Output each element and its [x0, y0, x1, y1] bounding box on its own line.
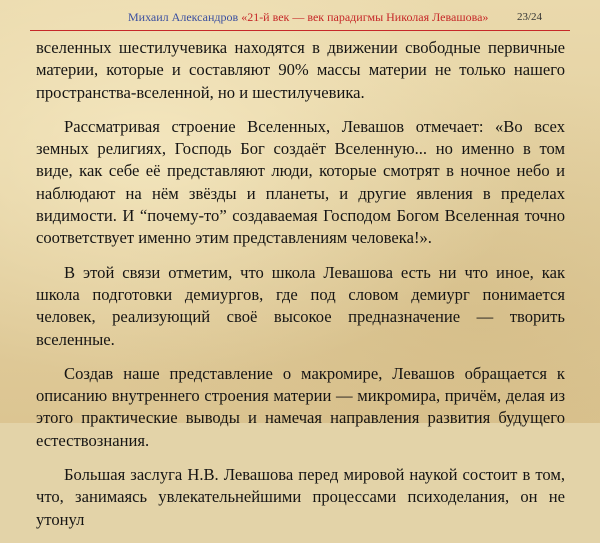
paragraph: Рассматривая строение Вселенных, Левашов отмечает: «Во всех земных религиях, Господь Бог создаёт Вселенную... но именно в том виде, как себе её представляют люди, которые смотрят в ночное небо и наблюдают на нём звёзды и планеты, и другие явления в пределах видимости. И “почему-то” создаваемая Господом Богом Вселенная точно соответствует именно этим представлениям человека!».: [36, 116, 565, 248]
author-name: Михаил Александров: [128, 10, 239, 24]
paragraph: Создав наше представление о макромире, Левашов обращается к описанию внутреннего строения материи — микромира, причём, делая из этого практические выводы и намечая направления развития будущего естествознания.: [36, 363, 565, 450]
running-title: [128, 6, 488, 28]
paragraph: В этой связи отметим, что школа Левашова есть ни что иное, как школа подготовки демиургов, где под словом демиург понимается человек, реализующий своё высокое предназначение — творить вселенные.: [36, 262, 565, 349]
paragraph: Большая заслуга Н.В. Левашова перед мировой наукой состоит в том, что, занимаясь увлекательнейшими процессами психоделания, он не утонул: [36, 465, 565, 529]
page-number: 23/24: [516, 11, 542, 23]
paragraph-continued: вселенных шестилучевика находятся в движении свободные первичные материи, которые и составляют 90% массы материи не только нашего пространства-вселенной, но и шестилучевика.: [36, 38, 565, 102]
page-header: [0, 6, 600, 28]
header-rule: [30, 30, 570, 31]
body-text: [36, 37, 565, 543]
book-title: «21-й век — век парадигмы Николая Левашова»: [241, 10, 489, 24]
